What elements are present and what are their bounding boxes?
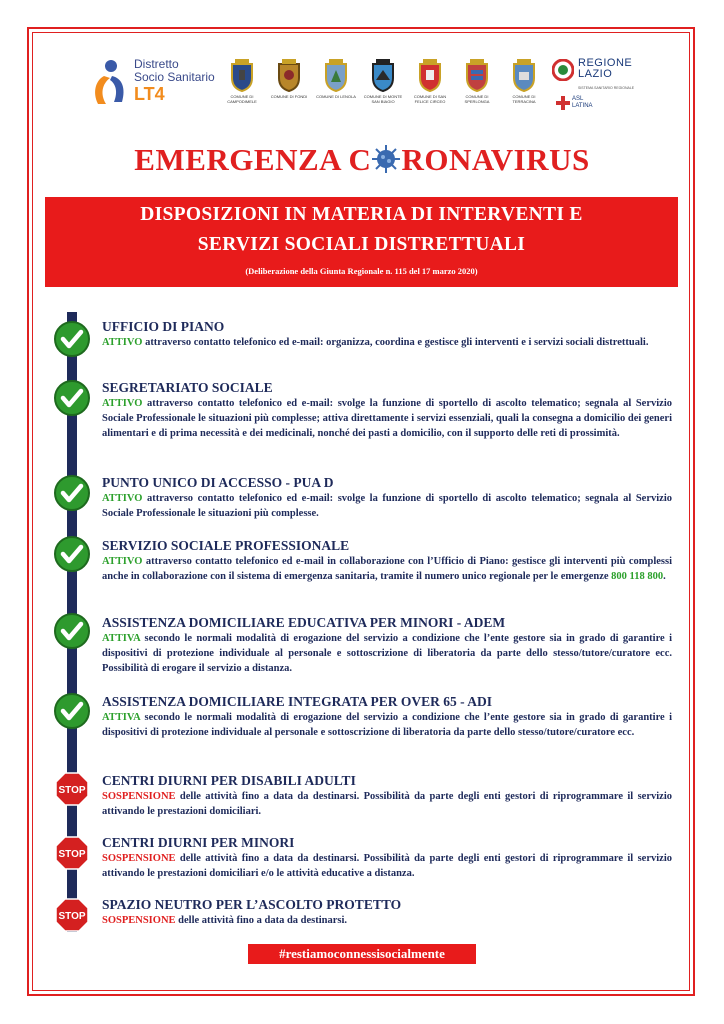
status-label: SOSPENSIONE xyxy=(102,791,176,802)
people-icon xyxy=(86,58,130,108)
item-title: UFFICIO DI PIANO xyxy=(102,319,225,334)
item-ufficio-di-piano xyxy=(102,319,672,350)
stop-sign-icon xyxy=(55,836,89,870)
crest-icon xyxy=(323,58,349,92)
stop-sign-icon xyxy=(55,898,89,932)
banner-line2: SERVIZI SOCIALI DISTRETTUALI xyxy=(197,234,526,255)
disposizioni-banner xyxy=(45,197,678,287)
crest-icon xyxy=(370,58,396,92)
svg-text:STOP: STOP xyxy=(58,849,86,860)
item-body: ATTIVA secondo le normali modalità di erogazione del servizio a condizione che l’ente gestore sia in grado di garantire i dispositivi di protezione individuale al personale e sottoscrizione di liberatoria da parte dello stesso/tutore/curatore ecc. Possibilità di erogare il servizio a distanza. xyxy=(102,633,672,674)
coronavirus-icon xyxy=(371,144,401,174)
item-segretariato-sociale xyxy=(102,380,672,441)
regione-name: REGIONE LAZIO xyxy=(578,57,633,80)
item-title: PUNTO UNICO DI ACCESSO - PUA D xyxy=(102,475,334,490)
item-title: CENTRI DIURNI PER MINORI xyxy=(102,835,295,850)
emergency-phone: 800 118 800 xyxy=(611,571,664,582)
item-body: ATTIVO attraverso contatto telefonico ed e-mail in collaborazione con l’Ufficio di Piano: gestisce gli interventi più complessi anche in collaborazione con il sistema di emergenza sanitaria, tramite il numero unico regionale per le emergenze 800 118 800. xyxy=(102,556,672,582)
item-centri-diurni-disabili xyxy=(102,773,672,819)
crest-terracina: COMUNE DI TERRACINA xyxy=(504,58,544,118)
item-adi xyxy=(102,694,672,740)
regione-emblem-icon xyxy=(552,59,574,81)
status-label: ATTIVO xyxy=(102,556,143,567)
status-label: ATTIVA xyxy=(102,712,141,723)
banner-deliberazione: (Deliberazione della Giunta Regionale n. 115 del 17 marzo 2020) xyxy=(245,266,478,276)
status-label: SOSPENSIONE xyxy=(102,915,176,926)
crest-icon xyxy=(276,58,302,92)
crest-campodimele: COMUNE DI CAMPODIMELE xyxy=(222,58,262,118)
distretto-lt4-logo xyxy=(86,58,226,110)
hashtag-banner: #restiamoconnessisocialmente xyxy=(248,944,476,964)
item-body: ATTIVO attraverso contatto telefonico ed e-mail: svolge la funzione di sportello di ascolto telematico; segnala al Servizio Sociale Professionale le situazioni più complesse; attiva direttamente i servizi essenziali, quali la consegna a domicilio dei generi alimentari e di prima necessità e dei medicinali, nonché dei pasti a domicilio, con il supporto delle reti di prossimità. xyxy=(102,398,672,439)
crest-lenola: COMUNE DI LENOLA xyxy=(316,58,356,118)
asl-latina: ASL LATINA xyxy=(572,96,593,109)
crest-icon xyxy=(417,58,443,92)
item-spazio-neutro xyxy=(102,897,672,928)
item-body: ATTIVO attraverso contatto telefonico ed e-mail: organizza, coordina e gestisce gli interventi e i servizi sociali distrettuali. xyxy=(102,337,649,348)
item-title: SPAZIO NEUTRO PER L’ASCOLTO PROTETTO xyxy=(102,897,402,912)
crest-san-felice-circeo: COMUNE DI SAN FELICE CIRCEO xyxy=(410,58,450,118)
check-icon xyxy=(53,379,91,417)
item-adem xyxy=(102,615,672,676)
crest-icon xyxy=(229,58,255,92)
stop-sign-icon xyxy=(55,772,89,806)
crest-monte-san-biagio: COMUNE DI MONTE SAN BIAGIO xyxy=(363,58,403,118)
crest-icon xyxy=(464,58,490,92)
check-icon xyxy=(53,474,91,512)
regione-sub: SISTEMA SANITARIO REGIONALE xyxy=(578,86,635,90)
item-title: ASSISTENZA DOMICILIARE EDUCATIVA PER MINORI - ADEM xyxy=(102,615,506,630)
lt4-line3: LT4 xyxy=(134,84,165,104)
check-icon xyxy=(53,612,91,650)
item-body: SOSPENSIONE delle attività fino a data da destinarsi. Possibilità da parte degli enti gestori di riprogrammare il servizio attivando le prestazioni domiciliari e/o le attività educative a distanza. xyxy=(102,853,672,879)
svg-text:STOP: STOP xyxy=(58,911,86,922)
item-body: ATTIVO attraverso contatto telefonico ed e-mail: svolge la funzione di sportello di ascolto telematico; segnala al Servizio Sociale Professionale le situazioni più complesse. xyxy=(102,493,672,519)
regione-lazio-logo xyxy=(552,58,652,118)
status-label: ATTIVO xyxy=(102,398,143,409)
crest-sperlonga: COMUNE DI SPERLONGA xyxy=(457,58,497,118)
check-icon xyxy=(53,535,91,573)
item-body: SOSPENSIONE delle attività fino a data da destinarsi. xyxy=(102,915,348,926)
crest-fondi: COMUNE DI FONDI xyxy=(269,58,309,118)
crest-icon xyxy=(511,58,537,92)
item-title: ASSISTENZA DOMICILIARE INTEGRATA PER OVER 65 - ADI xyxy=(102,694,492,709)
item-centri-diurni-minori xyxy=(102,835,672,881)
comuni-crests xyxy=(222,58,547,118)
item-title: SEGRETARIATO SOCIALE xyxy=(102,380,273,395)
asl-cross-icon xyxy=(556,96,570,110)
status-label: ATTIVA xyxy=(102,633,141,644)
item-title: CENTRI DIURNI PER DISABILI ADULTI xyxy=(102,773,356,788)
check-icon xyxy=(53,692,91,730)
banner-line1: DISPOSIZIONI IN MATERIA DI INTERVENTI E xyxy=(140,204,583,225)
page-title: EMERGENZA C RONAVIRUS xyxy=(134,142,590,177)
check-icon xyxy=(53,320,91,358)
status-label: ATTIVO xyxy=(102,337,143,348)
item-punto-unico-accesso xyxy=(102,475,672,521)
item-body: SOSPENSIONE delle attività fino a data da destinarsi. Possibilità da parte degli enti gestori di riprogrammare il servizio attivando le prestazioni domiciliari. xyxy=(102,791,672,817)
item-title: SERVIZIO SOCIALE PROFESSIONALE xyxy=(102,538,350,553)
status-label: ATTIVO xyxy=(102,493,143,504)
svg-text:STOP: STOP xyxy=(58,785,86,796)
lt4-line2: Socio Sanitario xyxy=(134,70,215,84)
status-label: SOSPENSIONE xyxy=(102,853,176,864)
item-body: ATTIVA secondo le normali modalità di erogazione del servizio a condizione che l’ente gestore sia in grado di garantire i dispositivi di protezione individuale al personale e sottoscrizione di liberatoria da parte dello stesso/tutore/curatore ecc. xyxy=(102,712,672,738)
lt4-line1: Distretto xyxy=(134,57,179,71)
item-servizio-sociale-professionale xyxy=(102,538,672,584)
